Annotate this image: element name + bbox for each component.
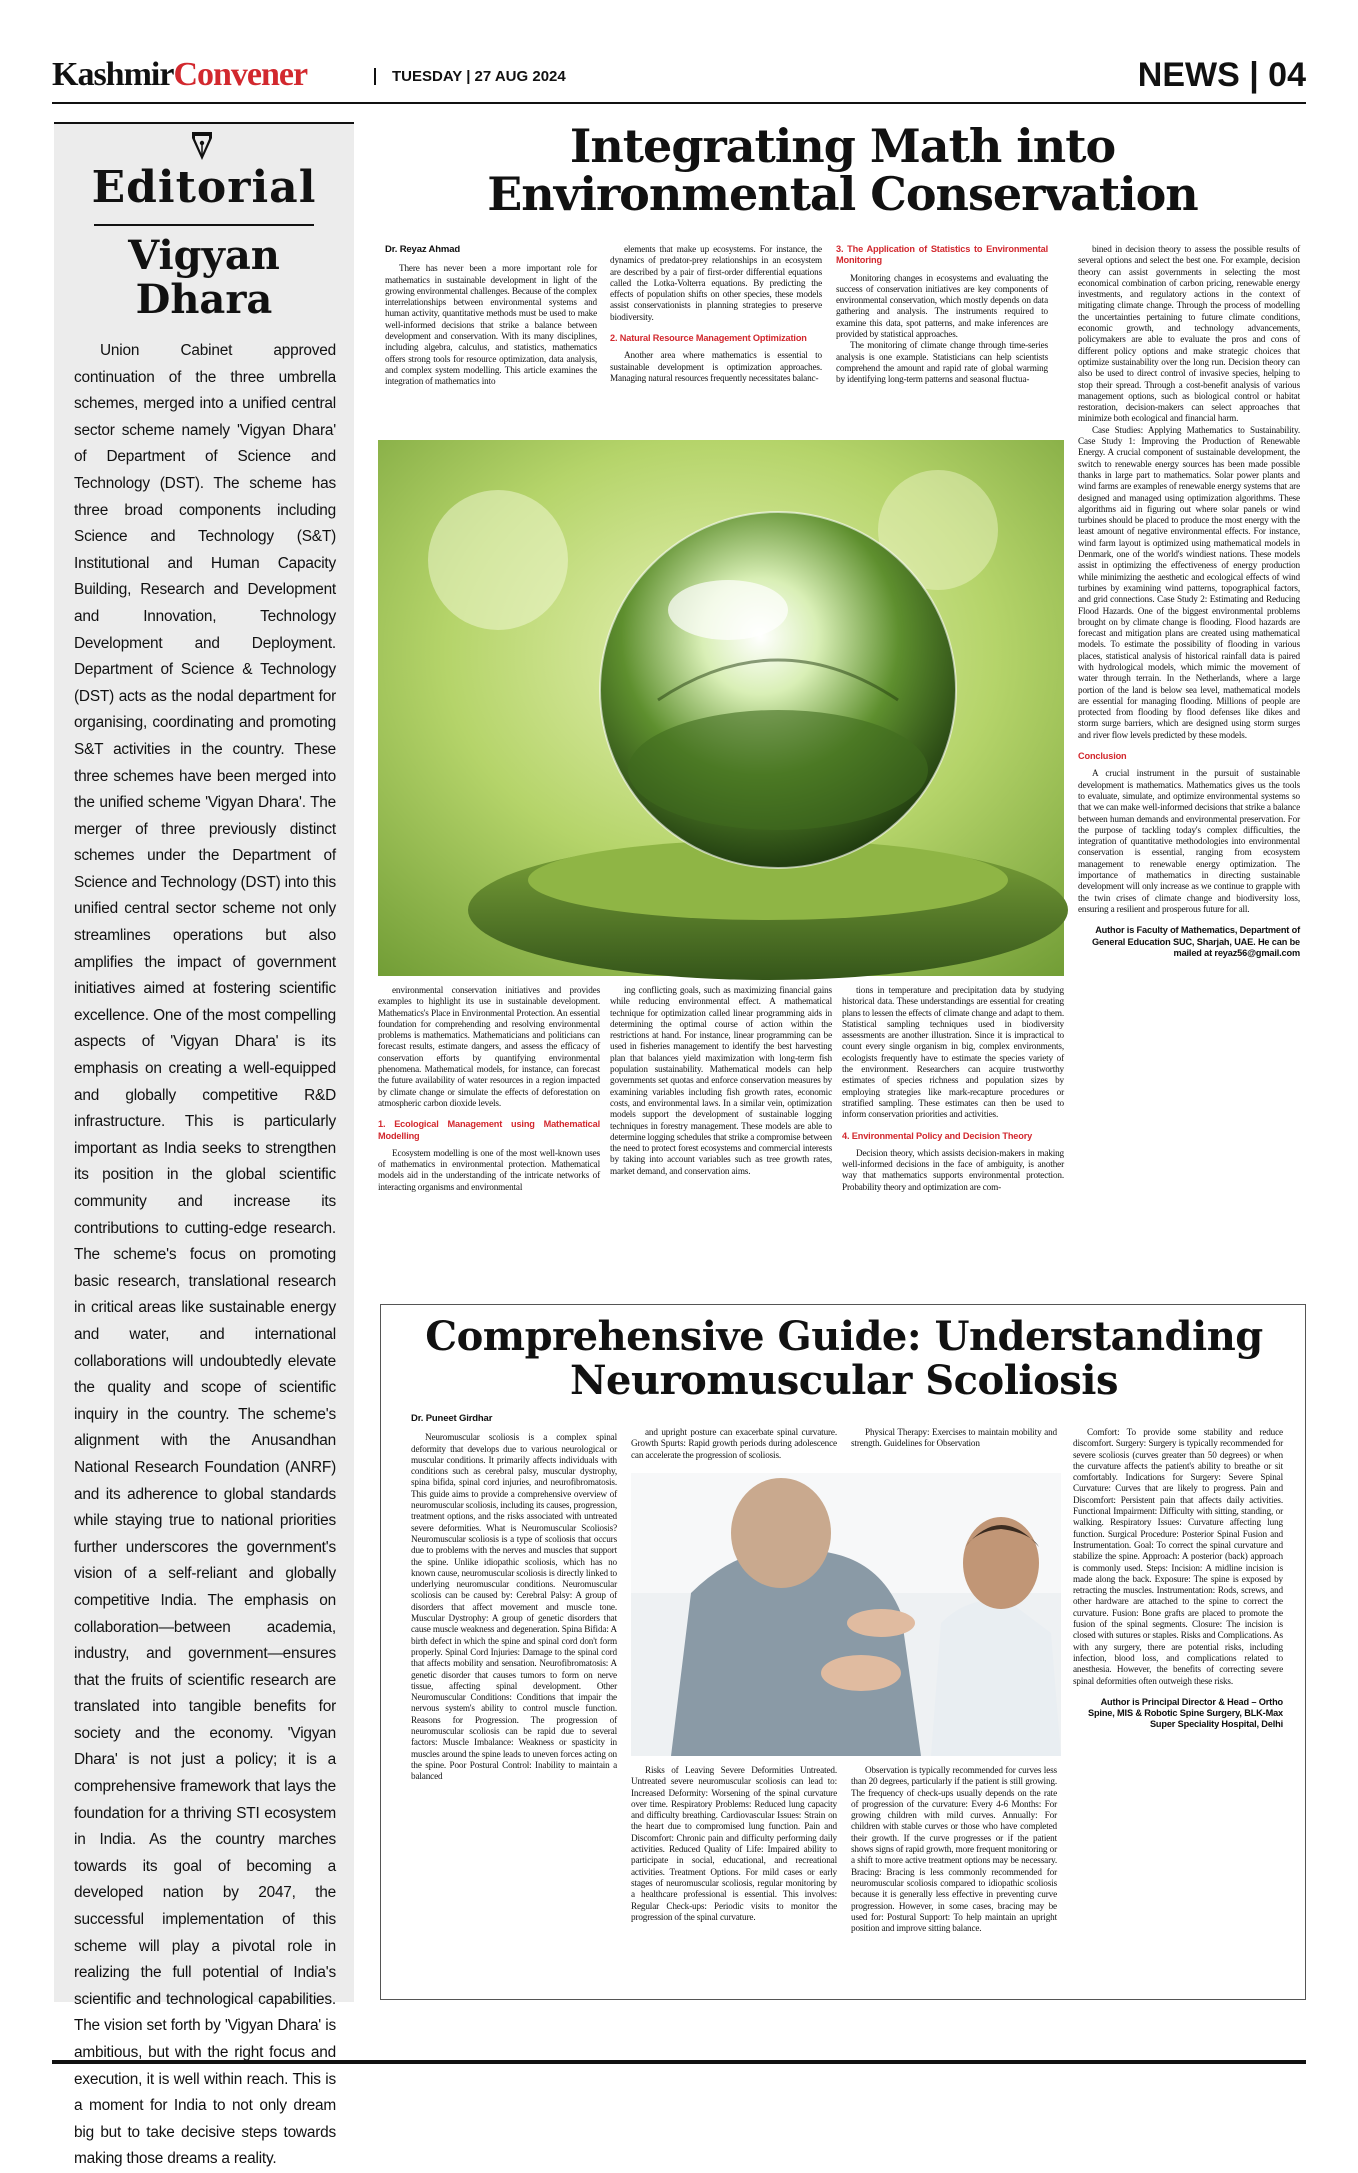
article1-column-2-top: elements that make up ecosystems. For instance, the dynamics of predator-prey relationships in an ecosystem are described by a pair of first-order differential equations called the Lotka-Volterra equations. By predicting the effects of population shifts on other species, these models assist conservationists in planning strategies to preserve biodiversity. 2. Natural Resource Management Optimization Another area where mathematics is essential to sustainable development is optimization approaches. Managing natural resources frequently necessitates balanc- — [610, 244, 822, 383]
article1-byline: Dr. Reyaz Ahmad — [385, 244, 461, 255]
fountain-pen-nib-icon — [186, 128, 218, 164]
editorial-subheading: Vigyan Dhara — [128, 232, 280, 323]
article2-column-1: Dr. Puneet Girdhar Neuromuscular scoliosis is a complex spinal deformity that develops due to various neurological or muscular conditions. It primarily affects individuals with conditions such as cerebral palsy, muscular dystrophy, spina bifida, spinal cord injuries, and neurofibromatosis. This guide aims to provide a comprehensive overview of neuromuscular scoliosis, including its causes, progression, treatment options, and the risks associated with untreated severe deformities. What is Neuromuscular Scoliosis? Neuromuscular scoliosis is a type of scoliosis that occurs due to problems with the nerves and muscles that support the spine. Unlike idiopathic scoliosis, which has no known cause, neuromuscular scoliosis is directly linked to underlying neuromuscular conditions. Neuromuscular scoliosis can be caused by: Cerebral Palsy: A group of disorders that affect movement and muscle tone. Muscular Dystrophy: A group of genetic disorders that cause muscle weakness and degeneration. Spina Bifida: A birth defect in which the spine and spinal cord don't form properly. Spinal Cord Injuries: Damage to the spinal cord that affects mobility and sensation. Neurofibromatosis: A genetic disorder that causes tumors to form on nerve tissue, affecting spinal development. Other Neuromuscular Conditions: Conditions that impair the nervous system's ability to control muscle function. Reasons for Progression. The progression of neuromuscular scoliosis can be rapid due to several factors: Muscle Imbalance: Weakness or spasticity in muscles around the spine leads to uneven forces acting on the spine. Poor Postural Control: Inability to maintain a balanced — [411, 1413, 618, 1782]
article2-headline[interactable]: Comprehensive Guide: Understanding Neuromuscular Scoliosis — [425, 1313, 1263, 1404]
editorial-body: Union Cabinet approved continuation of the three umbrella schemes, merged into a unified central sector scheme namely 'Vigyan Dhara' of Department of Science and Technology (DST). The scheme has three broad components including Science and Technology (S&T) Institutional and Human Capacity Building, Research and Development and Innovation, Technology Development and Deployment. Department of Science & Technology (DST) acts as the nodal department for organising, coordinating and promoting S&T activities in the country. These three schemes have been merged into the unified scheme 'Vigyan Dhara'. The merger of three previously distinct schemes under the Department of Science and Technology (DST) into this unified central sector scheme not only streamlines operations but also amplifies the impact of government initiatives aimed at fostering scientific excellence. One of the most compelling aspects of 'Vigyan Dhara' is its emphasis on creating a well-equipped and globally competitive R&D infrastructure. This is particularly important as India seeks to strengthen its position in the global scientific community and increase its contributions to cutting-edge research. The scheme's focus on promoting basic research, translational research in critical areas like sustainable energy and water, and international collaborations will undoubtedly elevate the quality and scope of scientific inquiry in the country. The scheme's alignment with the Anusandhan National Research Foundation (ANRF) and its adherence to global standards while staying true to national priorities further underscores the government's vision of a self-reliant and globally competitive India. The emphasis on collaboration—between academia, industry, and government—ensures that the fruits of scientific research are translated into tangible benefits for society and the economy. 'Vigyan Dhara' is not just a policy; it is a comprehensive framework that lays the foundation for a thriving STI ecosystem in India. As the country marches towards its goal of becoming a developed nation by 2047, the successful implementation of this scheme will play a pivotal role in realizing the full potential of India's scientific and technological capabilities. The vision set forth by 'Vigyan Dhara' is ambitious, but with the right focus and execution, it is well within reach. This is a moment for India to not only dream big but to take decisive steps towards making those dreams a reality. — [74, 342, 336, 2168]
article1-subhead-4: 4. Environmental Policy and Decision Theory — [842, 1130, 1033, 1141]
article2-column-2-top: and upright posture can exacerbate spinal curvature. Growth Spurts: Rapid growth periods during adolescence can accelerate the progression of scoliosis. — [631, 1427, 837, 1460]
article1-author-credit: Author is Faculty of Mathematics, Department of General Education SUC, Sharjah, UAE. He can be mailed at reyaz56@gmail.com — [1091, 925, 1300, 958]
article2-column-2-bottom: Risks of Leaving Severe Deformities Untreated. Untreated severe neuromuscular scoliosis can lead to: Increased Deformity: Worsening of the spinal curvature over time. Respiratory Problems: Reduced lung capacity and difficulty breathing. Cardiovascular Issues: Strain on the heart due to compromised lung function. Pain and Discomfort: Chronic pain and difficulty performing daily activities. Reduced Quality of Life: Impaired ability to participate in social, educational, and recreational activities. Treatment Options. For mild cases or early stages of neuromuscular scoliosis, regular monitoring by a healthcare professional is essential. This involves: Regular Check-ups: Periodic visits to monitor the progression of the spinal curvature. — [631, 1765, 837, 1922]
article1-column-3-top: 3. The Application of Statistics to Environmental Monitoring Monitoring changes in ecosystems and evaluating the success of conservation initiatives are key components of environmental conservation, which mostly depends on data gathering and analysis. The instruments required to examine this data, spot patterns, and make inferences are provided by statistical approaches. The monitoring of climate change through time-series analysis is one example. Statisticians can help scientists comprehend the amount and rapid rate of global warming by identifying long-term patterns and seasonal fluctua- — [836, 244, 1048, 385]
editorial-sidebar — [54, 122, 354, 2168]
article2-column-3-bottom: Observation is typically recommended for curves less than 20 degrees, particularly if the patient is still growing. The frequency of check-ups usually depends on the rate of progression of the curvature: Every 4-6 Months: For growing children with mild curves. Annually: For children with stable curves or those who have completed their growth. If the curve progresses or if the patient shows signs of rapid growth, more frequent monitoring or a shift to more active treatment options may be necessary. Bracing: Bracing is less commonly recommended for neuromuscular scoliosis compared to idiopathic scoliosis because it is generally less effective in preventing curve progression. However, in some cases, bracing may be used for: Postural Support: To help maintain an upright position and improve sitting balance. — [851, 1765, 1057, 1934]
editorial-heading: Editorial — [91, 162, 317, 213]
article1-subhead-1: 1. Ecological Management using Mathematical Modelling — [378, 1119, 600, 1141]
issue-date: TUESDAY | 27 AUG 2024 — [374, 68, 566, 85]
footer-rule — [52, 2060, 1306, 2064]
article1-subhead-2: 2. Natural Resource Management Optimization — [610, 333, 807, 344]
article1-subhead-conclusion: Conclusion — [1078, 751, 1127, 762]
article1-column-1-top: Dr. Reyaz Ahmad There has never been a more important role for mathematics in sustainable development in light of the growing environmental challenges. Because of the complex interrelationships between environmental systems and human activity, quantitative methods must be used to make well-informed decisions that strike a balance between development and conservation. With its many disciplines, including algebra, calculus, and statistics, mathematics offers strong tools for resource optimization, data analysis, and complex system modelling. This article examines the integration of mathematics into — [385, 244, 597, 387]
article1-headline[interactable]: Integrating Math into Environmental Conservation — [487, 119, 1198, 221]
article1-column-2-bottom: ing conflicting goals, such as maximizing financial gains while reducing environmental effect. A mathematical technique for optimization called linear programming aids in determining the optimal course of action within the restrictions at hand. For instance, linear programming can be used in fisheries management to identify the best harvesting plan that balances yield maximization with long-term fish population sustainability. Mathematical models can help governments set quotas and enforce conservation measures by examining variables including fish growth rates, economic costs, and environmental laws. In a similar vein, optimization models support the development of sustainable logging techniques in forestry management. These models are able to determine logging schedules that strike a compromise between the need to protect forest ecosystems and commercial interests by taking into account variables such as tree growth rates, market demand, and conservation aims. — [610, 985, 832, 1176]
article2-column-4: Comfort: To provide some stability and reduce discomfort. Surgery: Surgery is typically recommended for severe scoliosis (curves greater than 50 degrees) or when the curvature affects the patient's ability to breathe or sit comfortably. Indications for Surgery: Severe Spinal Curvature: Curves that are likely to progress. Pain and Discomfort: Persistent pain that affects daily activities. Functional Impairment: Difficulty with sitting, standing, or walking. Respiratory Issues: Curvature affecting lung function. Surgical Procedure: Posterior Spinal Fusion and Instrumentation. Goal: To correct the spinal curvature and stabilize the spine. Approach: A posterior (back) approach is commonly used. Steps: Incision: A midline incision is made along the back. Exposure: The spine is exposed by retracting the muscles. Instrumentation: Rods, screws, and other hardware are attached to the spine to correct the curvature. Fusion: Bone grafts are placed to promote the fusion of the spinal segments. Closure: The incision is closed with sutures or staples. Risks and Complications. As with any surgery, there are potential risks, including infection, blood loss, and complications related to anesthesia. However, the benefits of correcting severe spinal deformities often outweigh these risks. Author is Principal Director & Head – Ortho Spine, MIS & Robotic Spine Surgery, BLK-Max Super Speciality Hospital, Delhi — [1073, 1427, 1283, 1730]
article1-column-1-bottom: environmental conservation initiatives and provides examples to highlight its use in sustainable development. Mathematics's Place in Environmental Protection. An essential foundation for comprehending and resolving environmental problems is mathematics. Mathematicians and politicians can forecast results, estimate dangers, and assess the efficacy of conservation efforts by quantifying environmental phenomena. Mathematical models, for instance, can forecast the future availability of water resources in a region impacted by climate change or simulate the effects of deforestation on atmospheric carbon dioxide levels. 1. Ecological Management using Mathematical Modelling Ecosystem modelling is one of the most well-known uses of mathematics in environmental protection. Mathematical models aid in the understanding of the intricate networks of interacting organisms and environmental — [378, 985, 600, 1192]
article1-subhead-3: 3. The Application of Statistics to Environmental Monitoring — [836, 244, 1048, 266]
editorial-divider — [94, 224, 314, 226]
article2-byline: Dr. Puneet Girdhar — [411, 1413, 493, 1424]
article1-column-4: bined in decision theory to assess the possible results of several options and select the best one. For example, decision theory can assist governments in selecting the most economical combination of carbon pricing, renewable energy investments, and regulatory actions in the context of mitigating climate change. Through the process of modelling the uncertainties pertaining to future climate conditions, economic growth, and technology advancements, policymakers are able to evaluate the pros and cons of different policy options and make strategic choices that optimize sustainability over the long run. Decision theory can also be used to direct control of invasive species, helping to stop their spread. Through a cost-benefit analysis of various management options, such as biological control or habitat restoration, decision-makers can select approaches that minimize both ecological and financial harm. Case Studies: Applying Mathematics to Sustainability. Case Study 1: Improving the Production of Renewable Energy. A crucial component of sustainable development, the switch to renewable energy sources has been made possible thanks in large part to mathematics. Solar power plants and wind farms are examples of renewable energy systems that are designed and managed using optimization algorithms. These algorithms aid in figuring out where solar panels or wind turbines should be placed to produce the most energy with the least amount of negative environmental effects. For instance, wind farm layout is optimized using mathematical models in Denmark, one of the world's windiest nations. These models assist in optimizing the effectiveness of energy production while minimizing the aesthetic and ecological effects of wind turbines by examining wind patterns, topographical factors, and grid connections. Case Study 2: Estimating and Reducing Flood Hazards. One of the biggest environmental problems brought on by climate change is flooding. Flood hazards are forecast and mitigation plans are created using mathematical models. To estimate the possibility of flooding in various places, statistical analysis of historical rainfall data is paired with hydrological models, which mimic the movement of water through terrain. In the Netherlands, where a large portion of the land is below sea level, mathematical models are essential for managing flooding. Millions of people are protected from flooding by flood defenses like dikes and storm surge barriers, which are designed using storm surges and river flow levels predicted by these models. Conclusion A crucial instrument in the pursuit of sustainable development is mathematics. Mathematics gives us the tools to evaluate, simulate, and optimize environmental systems so that we can make well-informed decisions that strike a balance between human demands and environmental preservation. For the purpose of tackling today's complex difficulties, the integration of quantitative methodologies into environmental conservation is essential, ranging from ecosystem management to renewable energy optimization. The importance of mathematics in directing sustainable development will only increase as we continue to grapple with the twin crises of climate change and biodiversity loss, ensuring a resilient and prosperous future for all. Author is Faculty of Mathematics, Department of General Education SUC, Sharjah, UAE. He can be mailed at reyaz56@gmail.com — [1078, 244, 1300, 958]
brand-logo[interactable]: KashmirConvener — [52, 56, 308, 93]
article1-column-3-bottom: tions in temperature and precipitation data by studying historical data. These understandings are essential for creating plans to lessen the effects of climate change and adapt to them. Statistical sampling techniques used in biodiversity assessments are another illustration. Since it is impractical to count every single organism in big, complex environments, ecologists frequently have to estimate the species variety of the environment. Researchers can acquire trustworthy estimates of species richness and population sizes by employing strategies like mark-recapture procedures or stratified sampling. These estimates can then be used to inform conservation priorities and activities. 4. Environmental Policy and Decision Theory Decision theory, which assists decision-makers in making well-informed decisions in the face of ambiguity, is another way that mathematics supports environmental protection. Probability theory and optimization are com- — [842, 985, 1064, 1192]
masthead — [52, 56, 1306, 104]
article2-box — [380, 1304, 1306, 2000]
doctor-examining-patient-spine-photo — [631, 1473, 1061, 1756]
page-section-number: NEWS | 04 — [1137, 56, 1306, 94]
article2-column-3-top: Physical Therapy: Exercises to maintain mobility and strength. Guidelines for Observation — [851, 1427, 1057, 1449]
glass-globe-on-moss-photo — [378, 440, 1064, 976]
article2-author-credit: Author is Principal Director & Head – Ortho Spine, MIS & Robotic Spine Surgery, BLK-Max Super Speciality Hospital, Delhi — [1087, 1696, 1283, 1730]
